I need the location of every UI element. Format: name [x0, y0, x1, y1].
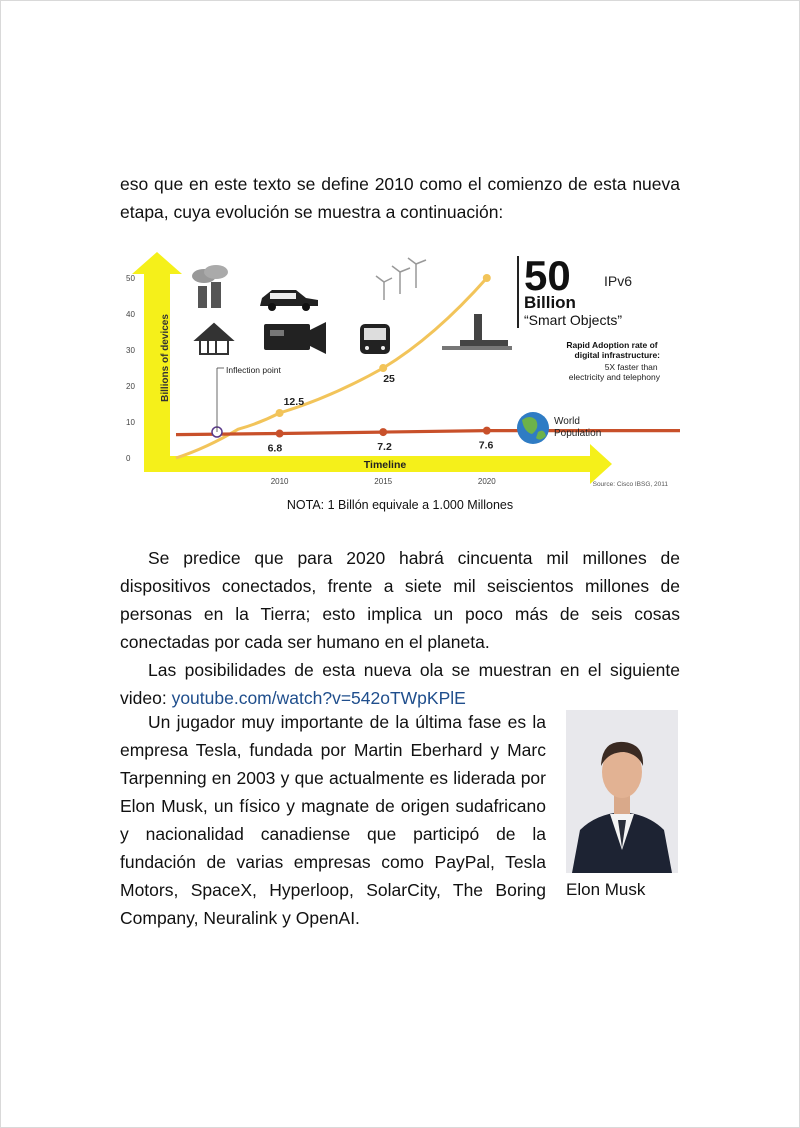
data-point — [379, 428, 387, 436]
data-point — [276, 430, 284, 438]
x-tick-label: 2010 — [270, 477, 289, 486]
x-tick-label: 2015 — [374, 477, 393, 486]
youtube-link[interactable]: youtube.com/watch?v=542oTWpKPlE — [171, 688, 466, 708]
data-label: 12.5 — [283, 396, 305, 408]
data-labels — [268, 373, 494, 455]
world-population-label: World Population — [554, 416, 602, 439]
iot-growth-chart — [120, 248, 680, 496]
data-point — [483, 427, 491, 435]
y-tick-label: 0 — [126, 454, 131, 463]
paragraph-intro-text: eso que en este texto se define 2010 como el comienzo de esta nueva etapa, cuya evolución se muestra a continuación: — [120, 174, 680, 222]
bus-icon — [360, 324, 390, 354]
big-unit: Billion — [524, 293, 576, 312]
big-sub: “Smart Objects” — [524, 312, 623, 328]
x-axis-label: Timeline — [363, 459, 407, 471]
data-point — [276, 409, 284, 417]
data-label: 7.6 — [478, 439, 494, 452]
photo-caption: Elon Musk — [566, 880, 646, 899]
chart-note: NOTA: 1 Billón equivale a 1.000 Millones — [286, 498, 514, 512]
x-tick-label: 2020 — [477, 477, 496, 486]
power-plant-icon — [192, 265, 228, 308]
x-tick-labels — [271, 477, 497, 486]
data-label: 6.8 — [267, 442, 283, 455]
oil-rig-icon — [442, 314, 512, 350]
inflection-label: Inflection point — [226, 365, 281, 375]
paragraph-prediction: Se predice que para 2020 habrá cincuenta mil millones de dispositivos conectados, frente a siete mil seiscientos millones de personas en la Tierra; esto implica un poco más de seis cosas conectadas por cada ser humano en el planeta. — [120, 548, 680, 652]
ipv6-label: IPv6 — [604, 273, 633, 289]
paragraph-tesla-text: Un jugador muy importante de la última fase es la empresa Tesla, fundada por Martin Eberhard y Marc Tarpenning en 2003 y que actualmente es liderada por Elon Musk, un físico y magnate de origen sudafricano y nacionalidad canadiense que participó de la fundación de varias empresas como PayPal, Tesla Motors, SpaceX, Hyperloop, SolarCity, The Boring Company, Neuralink y OpenAI. — [120, 712, 546, 928]
video-camera-icon — [264, 322, 326, 354]
y-axis-arrow — [132, 252, 182, 458]
wind-turbine-icon — [376, 258, 426, 300]
chart-svg — [120, 248, 680, 496]
paragraph-intro — [120, 170, 680, 226]
data-label: 7.2 — [377, 441, 392, 454]
chart-source: Source: Cisco IBSG, 2011 — [592, 481, 668, 488]
y-tick-label: 50 — [126, 274, 135, 283]
y-axis-label: Billions of devices — [160, 314, 171, 402]
house-icon — [196, 324, 232, 354]
paragraph-tesla — [120, 708, 546, 932]
data-label: 25 — [383, 373, 395, 385]
data-point — [483, 274, 491, 282]
y-tick-label: 20 — [126, 382, 135, 391]
population-line — [176, 431, 680, 435]
big-number: 50 — [524, 252, 571, 299]
elon-musk-photo — [566, 710, 678, 873]
y-tick-labels — [126, 274, 135, 463]
data-point — [379, 364, 387, 372]
y-tick-label: 40 — [126, 310, 135, 319]
paragraph-video-text: Las posibilidades de esta nueva ola se muestran en el siguiente video: — [120, 660, 680, 708]
y-tick-label: 30 — [126, 346, 135, 355]
rapid-adoption-sub: 5X faster than electricity and telephony — [568, 362, 660, 382]
globe-icon — [517, 412, 549, 444]
police-car-icon — [260, 290, 318, 311]
portrait-illustration — [566, 710, 678, 873]
paragraph-group-middle — [120, 544, 680, 712]
y-tick-label: 10 — [126, 418, 135, 427]
paragraph-video — [120, 656, 680, 712]
rapid-adoption-title: Rapid Adoption rate of digital infrastructure: — [566, 340, 660, 360]
